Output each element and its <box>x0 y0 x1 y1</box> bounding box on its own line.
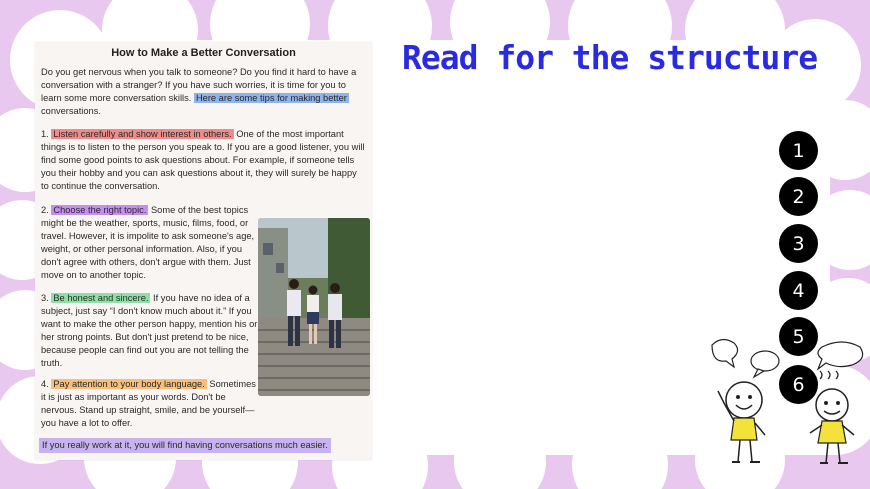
students-photo <box>258 218 370 396</box>
tip-text: Sometimes it is just as important as your words. Don't be nervous. Stand up straight, smile, and be yourself—you have a lot to offer. <box>41 379 256 428</box>
textbook-page <box>35 42 372 460</box>
tip-text: If you have no idea of a subject, just say “I don't know much about it.” If you want to make the other person happy, mention his or her strong points. But don't just pretend to be nice, because people can find out you are not telling the truth. <box>41 293 258 368</box>
cartoon-people-illustration <box>700 335 870 489</box>
number-circle-3[interactable]: 3 <box>779 224 818 263</box>
slide-heading: Read for the structure <box>402 38 818 77</box>
number-circle-2[interactable]: 2 <box>779 177 818 216</box>
number-circle-6[interactable]: 6 <box>779 365 818 404</box>
number-circle-1[interactable]: 1 <box>779 131 818 170</box>
article-title: How to Make a Better Conversation <box>111 47 296 59</box>
intro-end: conversations. <box>41 106 101 116</box>
intro-line: Do you get nervous when you talk to someone? Do you find it hard to have <box>41 67 349 77</box>
number-circle-4[interactable]: 4 <box>779 271 818 310</box>
tip-4 <box>41 378 259 430</box>
tip-highlight: Listen carefully and show interest in others. <box>53 129 232 139</box>
tip-number: 2. <box>41 205 49 215</box>
tip-number: 4. <box>41 379 49 389</box>
article-intro <box>41 66 367 118</box>
tip-highlight: Be honest and sincere. <box>53 293 149 303</box>
article-closing: If you really work at it, you will find having conversations much easier. <box>39 438 331 453</box>
tip-highlight: Pay attention to your body language. <box>53 379 205 389</box>
tip-number: 3. <box>41 293 49 303</box>
tip-3 <box>41 292 259 370</box>
intro-line: learn some more conversation skills. <box>41 93 194 103</box>
tip-text: Some of the best topics might be the weather, sports, music, films, food, or travel. However, it is impolite to ask someone's age, weight, or other personal information. Also, if you don't agree with others, don't argue with them. Just move on to another topic. <box>41 205 255 280</box>
number-circle-5[interactable]: 5 <box>779 317 818 356</box>
tip-text: One of the most important things is to listen to the person you speak to. If you are a good listener, you will find some good points to ask questions about. For example, if someone tells you their hobby and you can ask questions about it, they will surely be happy to continue the conversation. <box>41 129 365 191</box>
intro-line: a conversation with a stranger? If you have such worries, it is time for you to <box>41 67 357 90</box>
intro-highlight: Here are some tips for making better <box>195 93 347 103</box>
tip-number: 1. <box>41 129 49 139</box>
tip-1 <box>41 128 367 193</box>
tip-highlight: Choose the right topic. <box>53 205 147 215</box>
tip-2 <box>41 204 259 282</box>
